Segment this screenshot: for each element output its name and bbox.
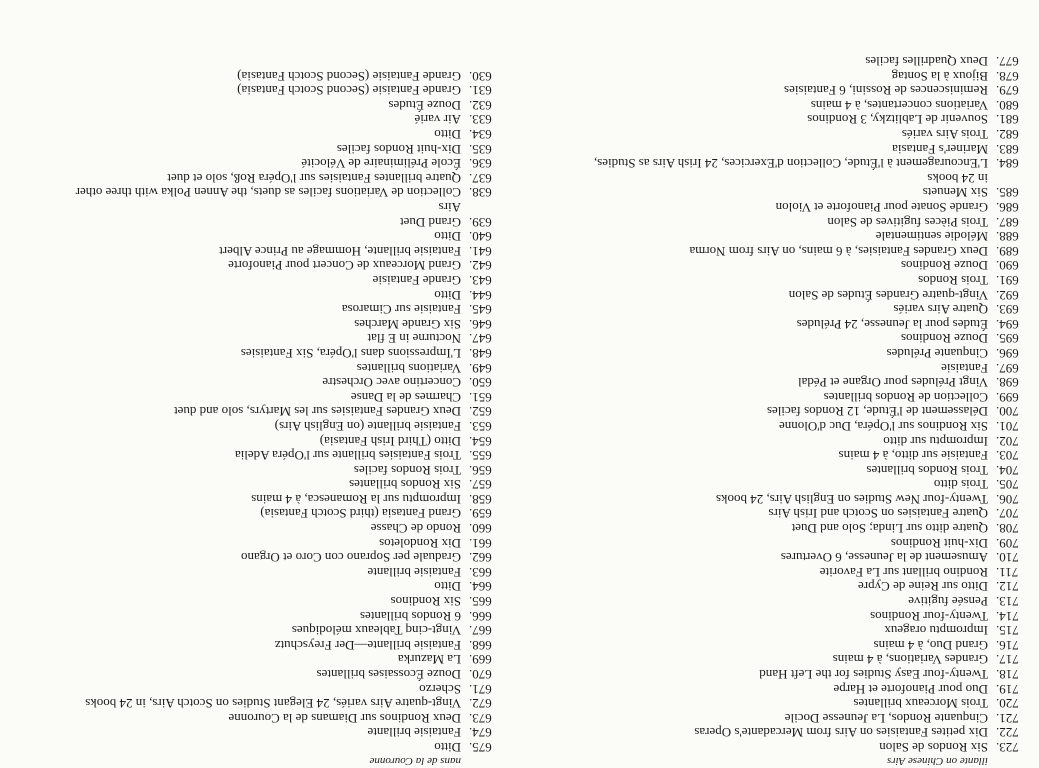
catalogue-entry (0, 345, 521, 360)
opus-number: 675. (469, 740, 492, 755)
work-title: Fantaisie brillante (367, 725, 461, 741)
catalogue-entry (518, 696, 1039, 711)
catalogue-entry (0, 185, 521, 200)
catalogue-entry (0, 739, 521, 754)
work-title: Dix-huit Rondos faciles (336, 141, 461, 157)
catalogue-entry (518, 404, 1039, 419)
catalogue-entry (518, 97, 1039, 112)
work-title: Grande Sonate pour Pianoforte et Violon (775, 200, 988, 216)
opus-number: 644. (469, 287, 492, 303)
catalogue-entry (518, 83, 1039, 98)
opus-number: 696. (996, 345, 1019, 361)
opus-number: 711. (996, 564, 1019, 580)
catalogue-entry (0, 564, 521, 579)
catalogue-entry (0, 448, 521, 463)
opus-number: 660. (469, 521, 492, 537)
catalogue-entry (0, 535, 521, 550)
opus-number: 631. (469, 83, 492, 99)
opus-number: 712. (996, 579, 1019, 595)
opus-number: 656. (469, 462, 492, 478)
opus-number: 701. (996, 418, 1019, 434)
opus-number: 683. (996, 141, 1019, 157)
work-title: Variations concertantes, à 4 mains (810, 97, 988, 113)
work-title: Cinquante Préludes (886, 345, 988, 361)
opus-number: 647. (469, 331, 492, 347)
catalogue-entry (0, 302, 521, 317)
catalogue-entry (0, 141, 521, 156)
catalogue-entry (0, 725, 521, 740)
opus-number: 688. (996, 229, 1019, 245)
work-title: Ditto (434, 579, 461, 595)
opus-number: 650. (469, 375, 492, 391)
opus-number: 663. (469, 564, 492, 580)
opus-number: 634. (469, 127, 492, 143)
opus-number: 633. (469, 112, 492, 128)
work-title: Dix petites Fantaisies on Airs from Mercadante's Operas (694, 725, 988, 741)
opus-number: 723. (996, 740, 1019, 755)
catalogue-entry (518, 68, 1039, 83)
opus-number: 714. (996, 608, 1019, 624)
opus-number: 643. (469, 273, 492, 288)
catalogue-entry (518, 710, 1039, 725)
work-title: Deux Grandes Fantaisies sur les Martyrs, solo and duet (173, 404, 461, 420)
opus-number: 659. (469, 506, 492, 522)
work-title: Vingt-quatre Grandes Études de Salon (788, 287, 988, 303)
opus-number: 658. (469, 491, 492, 507)
work-title: Fantaisie brillante (367, 564, 461, 580)
opus-number: 639. (469, 214, 492, 230)
work-title: Ditto (Third Irish Fantasia) (319, 433, 461, 449)
opus-number: 645. (469, 302, 492, 318)
catalogue-entry (518, 185, 1039, 200)
work-title: Impromptu orageux (884, 623, 988, 639)
opus-number: 713. (996, 594, 1019, 610)
opus-number: 699. (996, 389, 1019, 405)
opus-number: 687. (996, 214, 1019, 230)
opus-number: 667. (469, 623, 492, 639)
opus-number: 697. (996, 360, 1019, 376)
opus-number: 630. (469, 68, 492, 84)
opus-number: 690. (996, 258, 1019, 274)
catalogue-column-right (518, 54, 1039, 768)
work-title: Dix-huit Rondinos (890, 535, 988, 551)
catalogue-entry (0, 243, 521, 258)
work-title: Deux Rondinos sur Diamans de la Couronne (228, 710, 461, 726)
work-title: Twenty-four Easy Studies for the Left Hand (759, 667, 988, 683)
opus-number: 670. (469, 667, 492, 683)
work-title: Ditto (434, 740, 461, 755)
work-title: Vingt-cinq Tableaux mélodiques (291, 623, 461, 639)
catalogue-entry (518, 623, 1039, 638)
opus-number: 677. (996, 54, 1019, 70)
catalogue-entry (518, 199, 1039, 214)
continuation-line: Airs (438, 200, 461, 216)
catalogue-entry (518, 462, 1039, 477)
catalogue-entry (518, 608, 1039, 623)
catalogue-entry (0, 287, 521, 302)
work-title: Reminiscences de Rossini, 6 Fantaisies (783, 83, 988, 99)
catalogue-entry (518, 637, 1039, 652)
catalogue-entry (0, 681, 521, 696)
work-title: Délassement de l'Étude, 12 Rondos faciles (766, 404, 988, 420)
work-title: 6 Rondos brillantes (359, 608, 461, 624)
column-header: nans de la Couronne (369, 755, 461, 767)
work-title: Collection de Rondos brillantes (823, 389, 988, 405)
work-title: Trois Pièces fugitives de Salon (827, 214, 988, 230)
opus-number: 640. (469, 229, 492, 245)
work-title: Douze Écossaises brillantes (316, 667, 461, 683)
catalogue-entry (0, 608, 521, 623)
catalogue-entry (518, 564, 1039, 579)
catalogue-entry (518, 156, 1039, 171)
work-title: L'Impressions dans l'Opéra, Six Fantaisies (240, 345, 461, 361)
work-title: Trois Rondos faciles (353, 462, 461, 478)
work-title: Douze Études (388, 97, 461, 113)
opus-number: 686. (996, 200, 1019, 216)
catalogue-entry (518, 272, 1039, 287)
opus-number: 632. (469, 97, 492, 113)
work-title: Études pour la Jeunesse, 24 Préludes (796, 316, 988, 332)
work-title: Ditto sur Reine de Cypre (858, 579, 988, 595)
catalogue-entry (518, 302, 1039, 317)
work-title: Scherzo (419, 681, 461, 697)
work-title: Collection de Variations faciles as duets, the Annen Polka with three other (75, 185, 461, 201)
work-title: Six Rondos brillantes (349, 477, 461, 493)
opus-number: 666. (469, 608, 492, 624)
catalogue-entry (518, 579, 1039, 594)
work-title: Quatre brillantes Fantaisies sur l'Opéra Roß, solo et duet (167, 170, 461, 186)
opus-number: 681. (996, 112, 1019, 128)
work-title: Vingt-quatre Airs variés, 24 Elegant Studies on Scotch Airs, in 24 books (85, 696, 461, 712)
opus-number: 652. (469, 404, 492, 420)
catalogue-entry (0, 83, 521, 98)
catalogue-entry (0, 506, 521, 521)
catalogue-entry (0, 579, 521, 594)
opus-number: 649. (469, 360, 492, 376)
work-title: Twenty-four New Studies on English Airs, 24 books (715, 491, 988, 507)
catalogue-entry (0, 126, 521, 141)
opus-number: 669. (469, 652, 492, 668)
work-title: Trois Morceaux brillantes (853, 696, 988, 712)
opus-number: 684. (996, 156, 1019, 172)
opus-number: 679. (996, 83, 1019, 99)
work-title: École Préliminaire de Vélocité (301, 156, 461, 172)
work-title: Grand Duet (399, 214, 461, 230)
catalogue-entry (518, 112, 1039, 127)
work-title: Twenty-four Rondinos (870, 608, 988, 624)
catalogue-entry (518, 360, 1039, 375)
catalogue-entry (0, 666, 521, 681)
catalogue-entry (0, 418, 521, 433)
opus-number: 682. (996, 127, 1019, 143)
catalogue-entry (518, 725, 1039, 740)
opus-number: 722. (996, 725, 1019, 741)
catalogue-entry (518, 535, 1039, 550)
opus-number: 721. (996, 710, 1019, 726)
opus-number: 680. (996, 97, 1019, 113)
opus-number: 642. (469, 258, 492, 274)
opus-number: 716. (996, 637, 1019, 653)
work-title: Six Grande Marches (354, 316, 461, 332)
work-title: Quatre Fantaisies on Scotch and Irish Airs (768, 506, 988, 522)
opus-number: 635. (469, 141, 492, 157)
work-title: Dix Rondoletos (379, 535, 461, 551)
catalogue-entry (518, 316, 1039, 331)
opus-number: 719. (996, 681, 1019, 697)
catalogue-entry (0, 229, 521, 244)
work-title: Quatre Airs variés (893, 302, 988, 318)
column-header: illante on Chinese Airs (887, 755, 988, 767)
work-title: Rondo de Chasse (370, 521, 461, 537)
opus-number: 695. (996, 331, 1019, 347)
catalogue-entry (0, 389, 521, 404)
catalogue-entry (0, 550, 521, 565)
work-title: Six Menuets (922, 185, 988, 201)
opus-number: 654. (469, 433, 492, 449)
catalogue-entry (518, 141, 1039, 156)
work-title: Grand Fantasia (third Scotch Fantasia) (260, 506, 461, 522)
opus-number: 689. (996, 243, 1019, 259)
opus-number: 718. (996, 667, 1019, 683)
work-title: Rondino brillant sur La Favorite (819, 564, 988, 580)
catalogue-entry (518, 258, 1039, 273)
opus-number: 703. (996, 448, 1019, 464)
opus-number: 707. (996, 506, 1019, 522)
opus-number: 648. (469, 345, 492, 361)
catalogue-entry (518, 331, 1039, 346)
opus-number: 705. (996, 477, 1019, 493)
catalogue-entry (518, 345, 1039, 360)
opus-number: 662. (469, 550, 492, 566)
work-title: Grand Duo, à 4 mains (873, 637, 988, 653)
opus-number: 691. (996, 273, 1019, 288)
work-title: Air varié (414, 112, 461, 128)
opus-number: 678. (996, 68, 1019, 84)
catalogue-entry (518, 287, 1039, 302)
catalogue-entry (518, 54, 1039, 69)
work-title: Six Rondinos (390, 594, 461, 610)
catalogue-entry (0, 214, 521, 229)
work-title: Mélodie sentimentale (875, 229, 988, 245)
work-title: Charmes de la Danse (350, 389, 461, 405)
opus-number: 720. (996, 696, 1019, 712)
opus-number: 698. (996, 375, 1019, 391)
opus-number: 694. (996, 316, 1019, 332)
opus-number: 685. (996, 185, 1019, 201)
opus-number: 704. (996, 462, 1019, 478)
opus-number: 706. (996, 491, 1019, 507)
catalogue-entry (0, 331, 521, 346)
opus-number: 636. (469, 156, 492, 172)
catalogue-entry (0, 316, 521, 331)
catalogue-entry (518, 389, 1039, 404)
catalogue-entry (0, 477, 521, 492)
opus-number: 653. (469, 418, 492, 434)
catalogue-entry (0, 521, 521, 536)
opus-number: 702. (996, 433, 1019, 449)
work-title: Grande Fantaisie (Second Scotch Fantasia) (237, 68, 461, 84)
catalogue-entry (0, 360, 521, 375)
work-title: Nocturne in E flat (367, 331, 461, 347)
opus-number: 672. (469, 696, 492, 712)
catalogue-entry (0, 710, 521, 725)
work-title: Fantaisie brillante, Hommage au Prince Albert (219, 243, 461, 259)
catalogue-entry (518, 448, 1039, 463)
opus-number: 665. (469, 594, 492, 610)
opus-number: 661. (469, 535, 492, 551)
work-title: Grand Morceaux de Concert pour Pianoforte (228, 258, 461, 274)
opus-number: 717. (996, 652, 1019, 668)
catalogue-entry (518, 521, 1039, 536)
catalogue-entry (518, 666, 1039, 681)
catalogue-column-left (0, 68, 521, 768)
catalogue-entry (0, 68, 521, 83)
work-title: Trois Fantaisies brillante sur l'Opéra Adelia (234, 448, 461, 464)
opus-number: 637. (469, 170, 492, 186)
work-title: Trois Rondos (918, 273, 988, 288)
catalogue-entry (518, 418, 1039, 433)
work-title: Trois Airs variés (901, 127, 988, 143)
catalogue-entry (0, 433, 521, 448)
work-title: Impromptu sur la Romanesca, à 4 mains (251, 491, 461, 507)
catalogue-entry (0, 258, 521, 273)
catalogue-entry (0, 623, 521, 638)
catalogue-entry (0, 375, 521, 390)
work-title: Pensée fugitive (908, 594, 988, 610)
work-title: Fantaisie sur Cimarosa (341, 302, 461, 318)
work-title: Douze Rondinos (900, 258, 988, 274)
catalogue-entry (0, 272, 521, 287)
catalogue-entry (0, 637, 521, 652)
work-title: La Mazurka (397, 652, 461, 668)
work-title: Impromptu sur ditto (883, 433, 988, 449)
opus-number: 641. (469, 243, 492, 259)
opus-number: 715. (996, 623, 1019, 639)
catalogue-entry (0, 170, 521, 185)
work-title: Bijoux à la Sontag (891, 68, 988, 84)
opus-number: 638. (469, 185, 492, 201)
work-title: Douze Rondinos (900, 331, 988, 347)
work-title: L'Encouragement à l'Étude, Collection d'Exercices, 24 Irish Airs as Studies, (593, 156, 988, 172)
opus-number: 668. (469, 637, 492, 653)
catalogue-entry (518, 739, 1039, 754)
opus-number: 692. (996, 287, 1019, 303)
work-title: Ditto (434, 229, 461, 245)
opus-number: 655. (469, 448, 492, 464)
work-title: Six Rondos de Salon (879, 740, 988, 755)
catalogue-entry (0, 696, 521, 711)
catalogue-entry (0, 404, 521, 419)
catalogue-entry (518, 506, 1039, 521)
continuation-line: in 24 books (927, 170, 988, 186)
work-title: Duo pour Pianoforte et Harpe (833, 681, 988, 697)
opus-number: 671. (469, 681, 492, 697)
work-title: Fantaisie brillante (on English Airs) (274, 418, 461, 434)
catalogue-entry (518, 229, 1039, 244)
catalogue-entry (0, 97, 521, 112)
opus-number: 664. (469, 579, 492, 595)
catalogue-entry (518, 652, 1039, 667)
catalogue-entry (518, 214, 1039, 229)
work-title: Grandes Variations, à 4 mains (832, 652, 988, 668)
opus-number: 674. (469, 725, 492, 741)
catalogue-entry (0, 652, 521, 667)
work-title: Cinquante Rondos, La Jeunesse Docile (784, 710, 988, 726)
work-title: Quatre ditto sur Linda; Solo and Duet (791, 521, 988, 537)
catalogue-entry (0, 491, 521, 506)
work-title: Fantaisie brillante—Der Freyschutz (274, 637, 461, 653)
work-title: Deux Grandes Fantaisies, à 6 mains, on Airs from Norma (689, 243, 988, 259)
work-title: Vingt Préludes pour Organe et Pédal (798, 375, 988, 391)
catalogue-entry (518, 433, 1039, 448)
catalogue-entry (518, 126, 1039, 141)
catalogue-entry (518, 477, 1039, 492)
catalogue-entry (518, 550, 1039, 565)
work-title: Concertino avec Orchestre (322, 375, 461, 391)
catalogue-entry (518, 681, 1039, 696)
work-title: Six Rondinos sur l'Opéra, Duc d'Olonne (778, 418, 988, 434)
catalogue-entry (518, 375, 1039, 390)
work-title: Fantaisie sur ditto, à 4 mains (838, 448, 988, 464)
opus-number: 657. (469, 477, 492, 493)
work-title: Grande Fantaisie (372, 273, 461, 288)
work-title: Mariner's Fantasia (892, 141, 988, 157)
catalogue-entry (0, 112, 521, 127)
opus-number: 693. (996, 302, 1019, 318)
catalogue-entry (518, 593, 1039, 608)
work-title: Deux Quadrilles faciles (865, 54, 988, 70)
opus-number: 651. (469, 389, 492, 405)
catalogue-entry (518, 243, 1039, 258)
work-title: Amusement de la Jeunesse, 6 Overtures (780, 550, 988, 566)
work-title: Ditto (434, 127, 461, 143)
work-title: Ditto (434, 287, 461, 303)
opus-number: 709. (996, 535, 1019, 551)
opus-number: 710. (996, 550, 1019, 566)
work-title: Grande Fantaisie (Second Scotch Fantasia) (237, 83, 461, 99)
work-title: Variations brillantes (356, 360, 461, 376)
catalogue-entry (518, 491, 1039, 506)
opus-number: 700. (996, 404, 1019, 420)
catalogue-entry (0, 156, 521, 171)
work-title: Trois Rondos brillantes (866, 462, 988, 478)
catalogue-entry (0, 593, 521, 608)
opus-number: 673. (469, 710, 492, 726)
work-title: Fantaisie (941, 360, 988, 376)
opus-number: 708. (996, 521, 1019, 537)
work-title: Souvenir de Lablitzky, 3 Rondinos (807, 112, 988, 128)
work-title: Trois ditto (933, 477, 988, 493)
work-title: Graduale per Soprano con Coro et Organo (241, 550, 461, 566)
opus-number: 646. (469, 316, 492, 332)
catalogue-entry (0, 462, 521, 477)
